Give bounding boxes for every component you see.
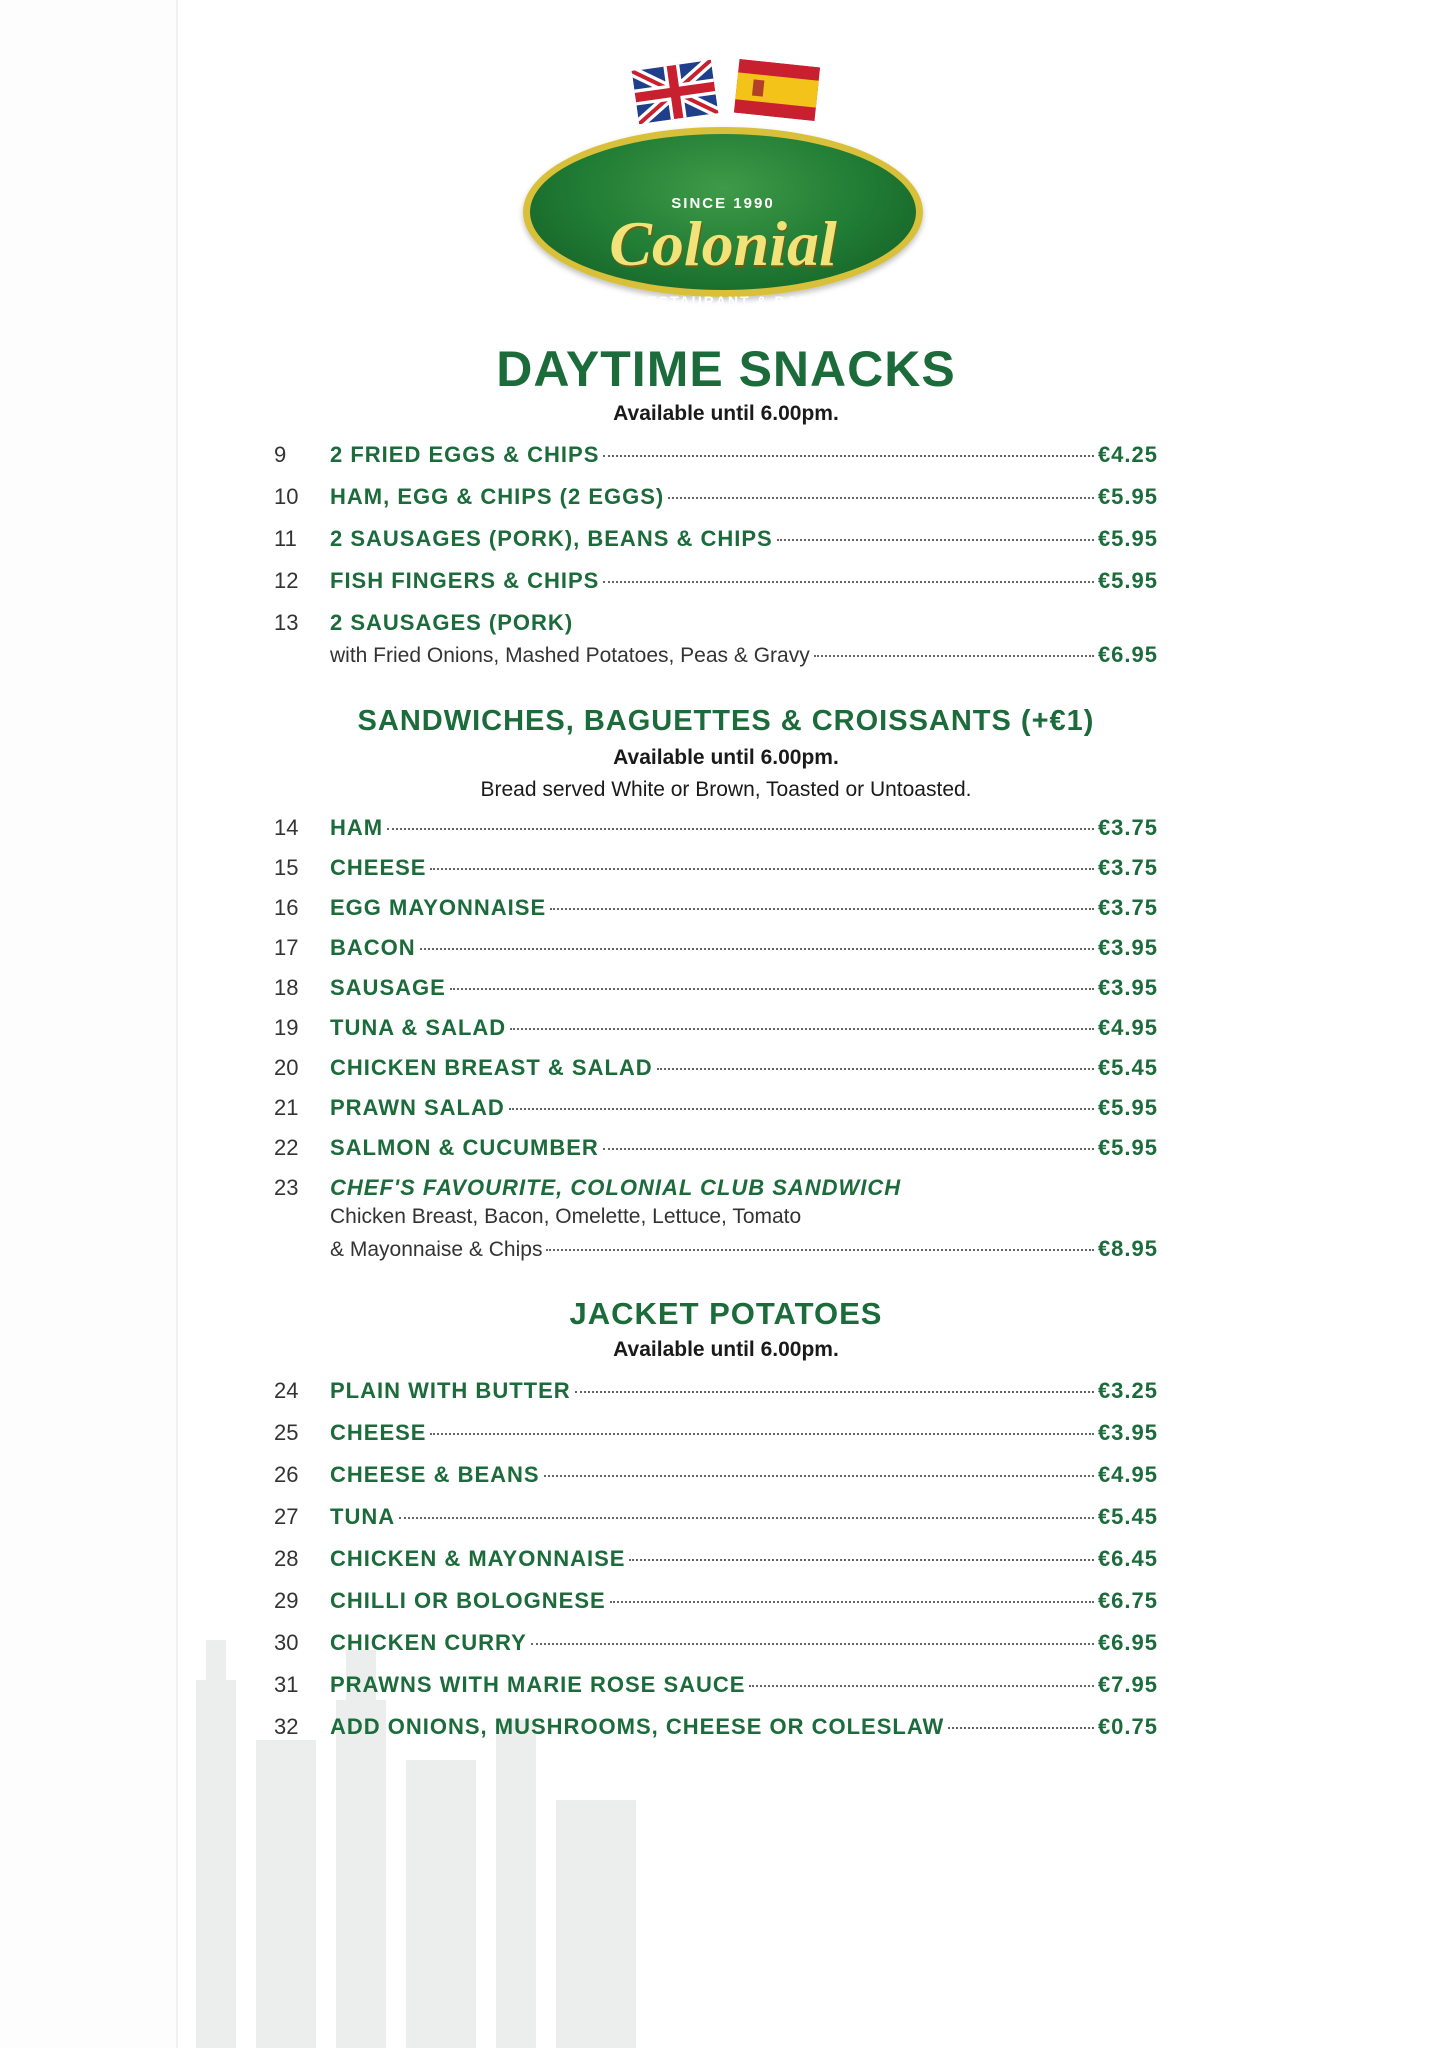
menu-item xyxy=(274,526,1158,560)
jacket-note: Available until 6.00pm. xyxy=(613,1338,839,1361)
item-name: CHEESE xyxy=(330,855,427,880)
leader-dots xyxy=(550,908,1094,910)
daytime-title: DAYTIME SNACKS xyxy=(496,341,956,397)
sandwiches-note: Available until 6.00pm. xyxy=(613,746,839,769)
item-number: 13 xyxy=(274,610,299,635)
menu-item xyxy=(274,1015,1158,1049)
sandwiches-title: SANDWICHES, BAGUETTES & CROISSANTS (+€1) xyxy=(357,705,1095,737)
item-price: €3.75 xyxy=(1097,855,1158,880)
leader-dots xyxy=(948,1727,1094,1729)
item-description: & Mayonnaise & Chips xyxy=(330,1238,543,1261)
menu-item xyxy=(274,1672,1158,1706)
item-number: 21 xyxy=(274,1095,299,1120)
uk-flag-icon xyxy=(632,60,719,125)
menu-item xyxy=(274,935,1158,969)
menu-item xyxy=(274,1055,1158,1089)
item-number: 12 xyxy=(274,568,299,593)
item-price: €8.95 xyxy=(1097,1236,1158,1261)
menu-item xyxy=(274,1630,1158,1664)
leader-dots xyxy=(546,1249,1093,1251)
item-name: SAUSAGE xyxy=(330,975,446,1000)
item-name: CHICKEN BREAST & SALAD xyxy=(330,1055,653,1080)
leader-dots xyxy=(430,1433,1093,1435)
item-name: CHICKEN CURRY xyxy=(330,1630,527,1655)
item-price: €6.45 xyxy=(1097,1546,1158,1571)
item-name: CHEESE & BEANS xyxy=(330,1462,540,1487)
leader-dots xyxy=(610,1601,1094,1603)
item-number: 11 xyxy=(274,526,297,551)
item-price: €5.95 xyxy=(1097,526,1158,551)
item-price: €3.95 xyxy=(1097,975,1158,1000)
item-number: 15 xyxy=(274,855,299,880)
item-number: 27 xyxy=(274,1504,299,1529)
item-name: 2 FRIED EGGS & CHIPS xyxy=(330,442,600,467)
menu-item xyxy=(274,1462,1158,1496)
item-price: €3.75 xyxy=(1097,895,1158,920)
item-price: €4.95 xyxy=(1097,1015,1158,1040)
menu-item xyxy=(274,855,1158,889)
item-name: PLAIN WITH BUTTER xyxy=(330,1378,571,1403)
logo-subtitle-text: RESTAURANT & BAR xyxy=(635,293,811,309)
menu-item xyxy=(274,1504,1158,1538)
item-number: 31 xyxy=(274,1672,299,1697)
item-name: BACON xyxy=(330,935,416,960)
leader-dots xyxy=(430,868,1093,870)
item-number: 28 xyxy=(274,1546,299,1571)
menu-item xyxy=(274,1714,1158,1748)
item-price: €0.75 xyxy=(1097,1714,1158,1739)
item-price: €5.95 xyxy=(1097,1135,1158,1160)
menu-item xyxy=(274,1420,1158,1454)
spain-flag-icon xyxy=(732,59,821,121)
leader-dots xyxy=(629,1559,1093,1561)
leader-dots xyxy=(450,988,1094,990)
menu-item xyxy=(274,1095,1158,1129)
leader-dots xyxy=(603,1148,1094,1150)
menu-item xyxy=(274,442,1158,476)
item-name: PRAWN SALAD xyxy=(330,1095,505,1120)
menu-item xyxy=(274,1378,1158,1412)
item-price: €6.95 xyxy=(1097,642,1158,667)
menu-item xyxy=(274,1135,1158,1169)
leader-dots xyxy=(657,1068,1094,1070)
item-description: with Fried Onions, Mashed Potatoes, Peas & Gravy xyxy=(330,644,810,667)
item-name: EGG MAYONNAISE xyxy=(330,895,547,920)
item-number: 10 xyxy=(274,484,299,509)
item-name: TUNA xyxy=(330,1504,396,1529)
item-number: 29 xyxy=(274,1588,299,1613)
leader-dots xyxy=(387,828,1094,830)
item-name: 2 SAUSAGES (PORK) xyxy=(330,610,574,635)
menu-item xyxy=(274,1546,1158,1580)
item-price: €3.25 xyxy=(1097,1378,1158,1403)
leader-dots xyxy=(814,655,1094,657)
item-name: CHEESE xyxy=(330,1420,427,1445)
leader-dots xyxy=(510,1028,1094,1030)
page-margin-strip xyxy=(0,0,176,2048)
item-number: 32 xyxy=(274,1714,299,1739)
item-number: 22 xyxy=(274,1135,299,1160)
item-price: €3.95 xyxy=(1097,935,1158,960)
item-number: 23 xyxy=(274,1175,299,1200)
item-name: CHILLI OR BOLOGNESE xyxy=(330,1588,606,1613)
item-name: 2 SAUSAGES (PORK), BEANS & CHIPS xyxy=(330,526,773,551)
item-price: €6.75 xyxy=(1097,1588,1158,1613)
item-price: €7.95 xyxy=(1097,1672,1158,1697)
item-price: €5.95 xyxy=(1097,568,1158,593)
item-name: CHEF'S FAVOURITE, COLONIAL CLUB SANDWICH xyxy=(330,1175,902,1200)
item-number: 18 xyxy=(274,975,299,1000)
item-number: 19 xyxy=(274,1015,299,1040)
item-name: CHICKEN & MAYONNAISE xyxy=(330,1546,626,1571)
item-number: 25 xyxy=(274,1420,299,1445)
item-number: 24 xyxy=(274,1378,299,1403)
item-price: €4.95 xyxy=(1097,1462,1158,1487)
item-number: 14 xyxy=(274,815,299,840)
item-name: PRAWNS WITH MARIE ROSE SAUCE xyxy=(330,1672,746,1697)
menu-item xyxy=(274,895,1158,929)
item-price: €3.75 xyxy=(1097,815,1158,840)
item-price: €5.45 xyxy=(1097,1055,1158,1080)
leader-dots xyxy=(575,1391,1094,1393)
item-number: 16 xyxy=(274,895,299,920)
leader-dots xyxy=(544,1475,1094,1477)
item-price: €3.95 xyxy=(1097,1420,1158,1445)
item-price: €5.45 xyxy=(1097,1504,1158,1529)
logo-name-text: Colonial xyxy=(609,208,837,279)
menu-item xyxy=(274,484,1158,518)
item-name: TUNA & SALAD xyxy=(330,1015,507,1040)
item-price: €5.95 xyxy=(1097,1095,1158,1120)
colonial-logo xyxy=(523,55,923,309)
menu-item xyxy=(274,1588,1158,1622)
menu-item xyxy=(274,815,1158,849)
item-price: €5.95 xyxy=(1097,484,1158,509)
logo-since-text: SINCE 1990 xyxy=(671,195,775,212)
sandwiches-bread-note: Bread served White or Brown, Toasted or Untoasted. xyxy=(480,778,972,801)
menu-item xyxy=(274,568,1158,602)
menu-item xyxy=(274,610,1158,680)
item-number: 30 xyxy=(274,1630,299,1655)
item-number: 26 xyxy=(274,1462,299,1487)
daytime-note: Available until 6.00pm. xyxy=(613,402,839,425)
leader-dots xyxy=(420,948,1094,950)
item-description: Chicken Breast, Bacon, Omelette, Lettuce, Tomato xyxy=(330,1205,802,1228)
leader-dots xyxy=(603,455,1094,457)
leader-dots xyxy=(399,1517,1094,1519)
leader-dots xyxy=(531,1643,1094,1645)
item-number: 20 xyxy=(274,1055,299,1080)
item-number: 9 xyxy=(274,442,287,467)
jacket-title: JACKET POTATOES xyxy=(569,1296,883,1331)
leader-dots xyxy=(668,497,1094,499)
item-name: ADD ONIONS, MUSHROOMS, CHEESE OR COLESLAW xyxy=(330,1714,945,1739)
item-number: 17 xyxy=(274,935,299,960)
item-name: HAM xyxy=(330,815,384,840)
leader-dots xyxy=(777,539,1094,541)
item-name: FISH FINGERS & CHIPS xyxy=(330,568,600,593)
leader-dots xyxy=(509,1108,1094,1110)
item-name: HAM, EGG & CHIPS (2 EGGS) xyxy=(330,484,665,509)
item-price: €6.95 xyxy=(1097,1630,1158,1655)
leader-dots xyxy=(603,581,1094,583)
item-name: SALMON & CUCUMBER xyxy=(330,1135,599,1160)
menu-item xyxy=(274,1175,1158,1275)
leader-dots xyxy=(749,1685,1093,1687)
item-price: €4.25 xyxy=(1097,442,1158,467)
menu-item xyxy=(274,975,1158,1009)
